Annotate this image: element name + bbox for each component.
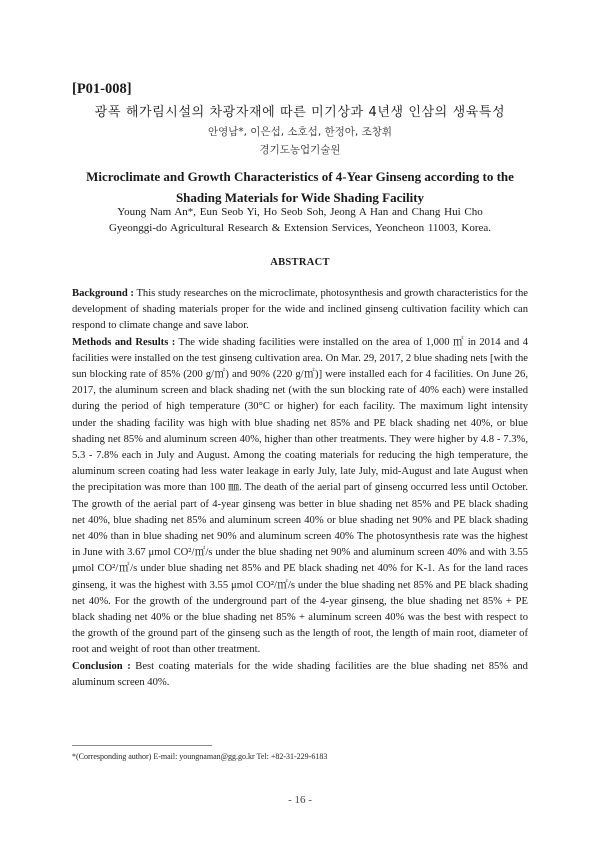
title-english: Microclimate and Growth Characteristics of 4-Year Ginseng according to the Shading Materials for Wide Shading Facility bbox=[86, 169, 514, 205]
affiliation-korean: 경기도농업기술원 bbox=[259, 144, 341, 156]
methods-text: The wide shading facilities were installed on the area of 1,000 ㎡ in 2014 and 4 facilities were installed on the test ginseng cultivation area. On Mar. 29, 2017, 2 blue shading nets [with the sun blocking rate of 85% (200 g/㎡) and 90% (220 g/㎡)] were installed each for 4 facilities. On June 26, 2017, the aluminum screen and black shading net (with the sun blocking rate of 40% each) were installed during the period of high temperature (30°C or higher) for each facility. The maximum light intensity under the shading facility was high with blue shading net 85% and PE black shading net 40%, or blue shading net 85% and aluminum screen 40%, higher than other treatments. They were higher by 4.8 - 7.3%, 5.3 - 7.8% each in July and August. Among the coating materials for reducing the high temperature, the aluminum screen coating had less water leakage in early July, late July, mid-August and late August when the precipitation was more than 100 ㎜. The death of the aerial part of ginseng occurred less until October. The growth of the aerial part of 4-year ginseng was better in blue shading net 85% and PE black shading net 40%, blue shading net 85% and aluminum screen 40% or blue shading net 90% and PE black shading net 40% than in blue shading net 90% and aluminum screen 40% The photosynthesis rate was the highest in June with 3.67 μmol CO²/㎡/s under the blue shading net 90% and aluminum screen 40% and with 3.55 μmol CO²/㎡/s under blue shading net 85% and PE black shading net 40% for K-1. As for the land races ginseng, it was the highest with 3.55 μmol CO²/㎡/s under the blue shading net 85% and PE black shading net 40%. For the growth of the underground part of the 4-year ginseng, the blue shading net 85% + PE black shading net 40% or the blue shading net 85% + aluminum screen 40% was the best with respect to the growth of the ground part of the ginseng such as the length of root, the length of main root, diameter of root and weight of root than other treatment. bbox=[72, 336, 529, 656]
background-paragraph bbox=[72, 286, 528, 335]
methods-paragraph bbox=[72, 335, 528, 659]
abstract-body bbox=[72, 286, 528, 691]
paper-id: [P01-008] bbox=[72, 81, 132, 97]
conclusion-label: Conclusion : bbox=[72, 660, 131, 672]
title-korean: 광폭 해가림시설의 차광자재에 따른 미기상과 4년생 인삼의 생육특성 bbox=[94, 105, 506, 120]
conclusion-text: Best coating materials for the wide shading facilities are the blue shading net 85% and aluminum screen 40%. bbox=[72, 660, 528, 688]
background-text: This study researches on the microclimate, photosynthesis and growth characteristics for the development of shading materials proper for the wide and inclined ginseng cultivation facility which can respond to climate change and save labor. bbox=[72, 288, 528, 332]
footnote: *(Corresponding author) E-mail: youngnaman@gg.go.kr Tel: +82-31-229-6183 bbox=[72, 752, 328, 761]
page-number: - 16 - bbox=[288, 794, 312, 806]
footnote-divider bbox=[72, 745, 212, 746]
affiliation-english: Gyeonggi-do Agricultural Research & Extension Services, Yeoncheon 11003, Korea. bbox=[108, 222, 492, 234]
abstract-heading: ABSTRACT bbox=[270, 257, 330, 268]
conclusion-paragraph bbox=[72, 659, 528, 691]
authors-english: Young Nam An*, Eun Seob Yi, Ho Seob Soh, Jeong A Han and Chang Hui Cho bbox=[117, 206, 483, 218]
methods-label: Methods and Results : bbox=[72, 336, 176, 348]
authors-korean: 안영남*, 이은섭, 소호섭, 한정아, 조창휘 bbox=[207, 126, 393, 138]
background-label: Background : bbox=[72, 288, 134, 299]
